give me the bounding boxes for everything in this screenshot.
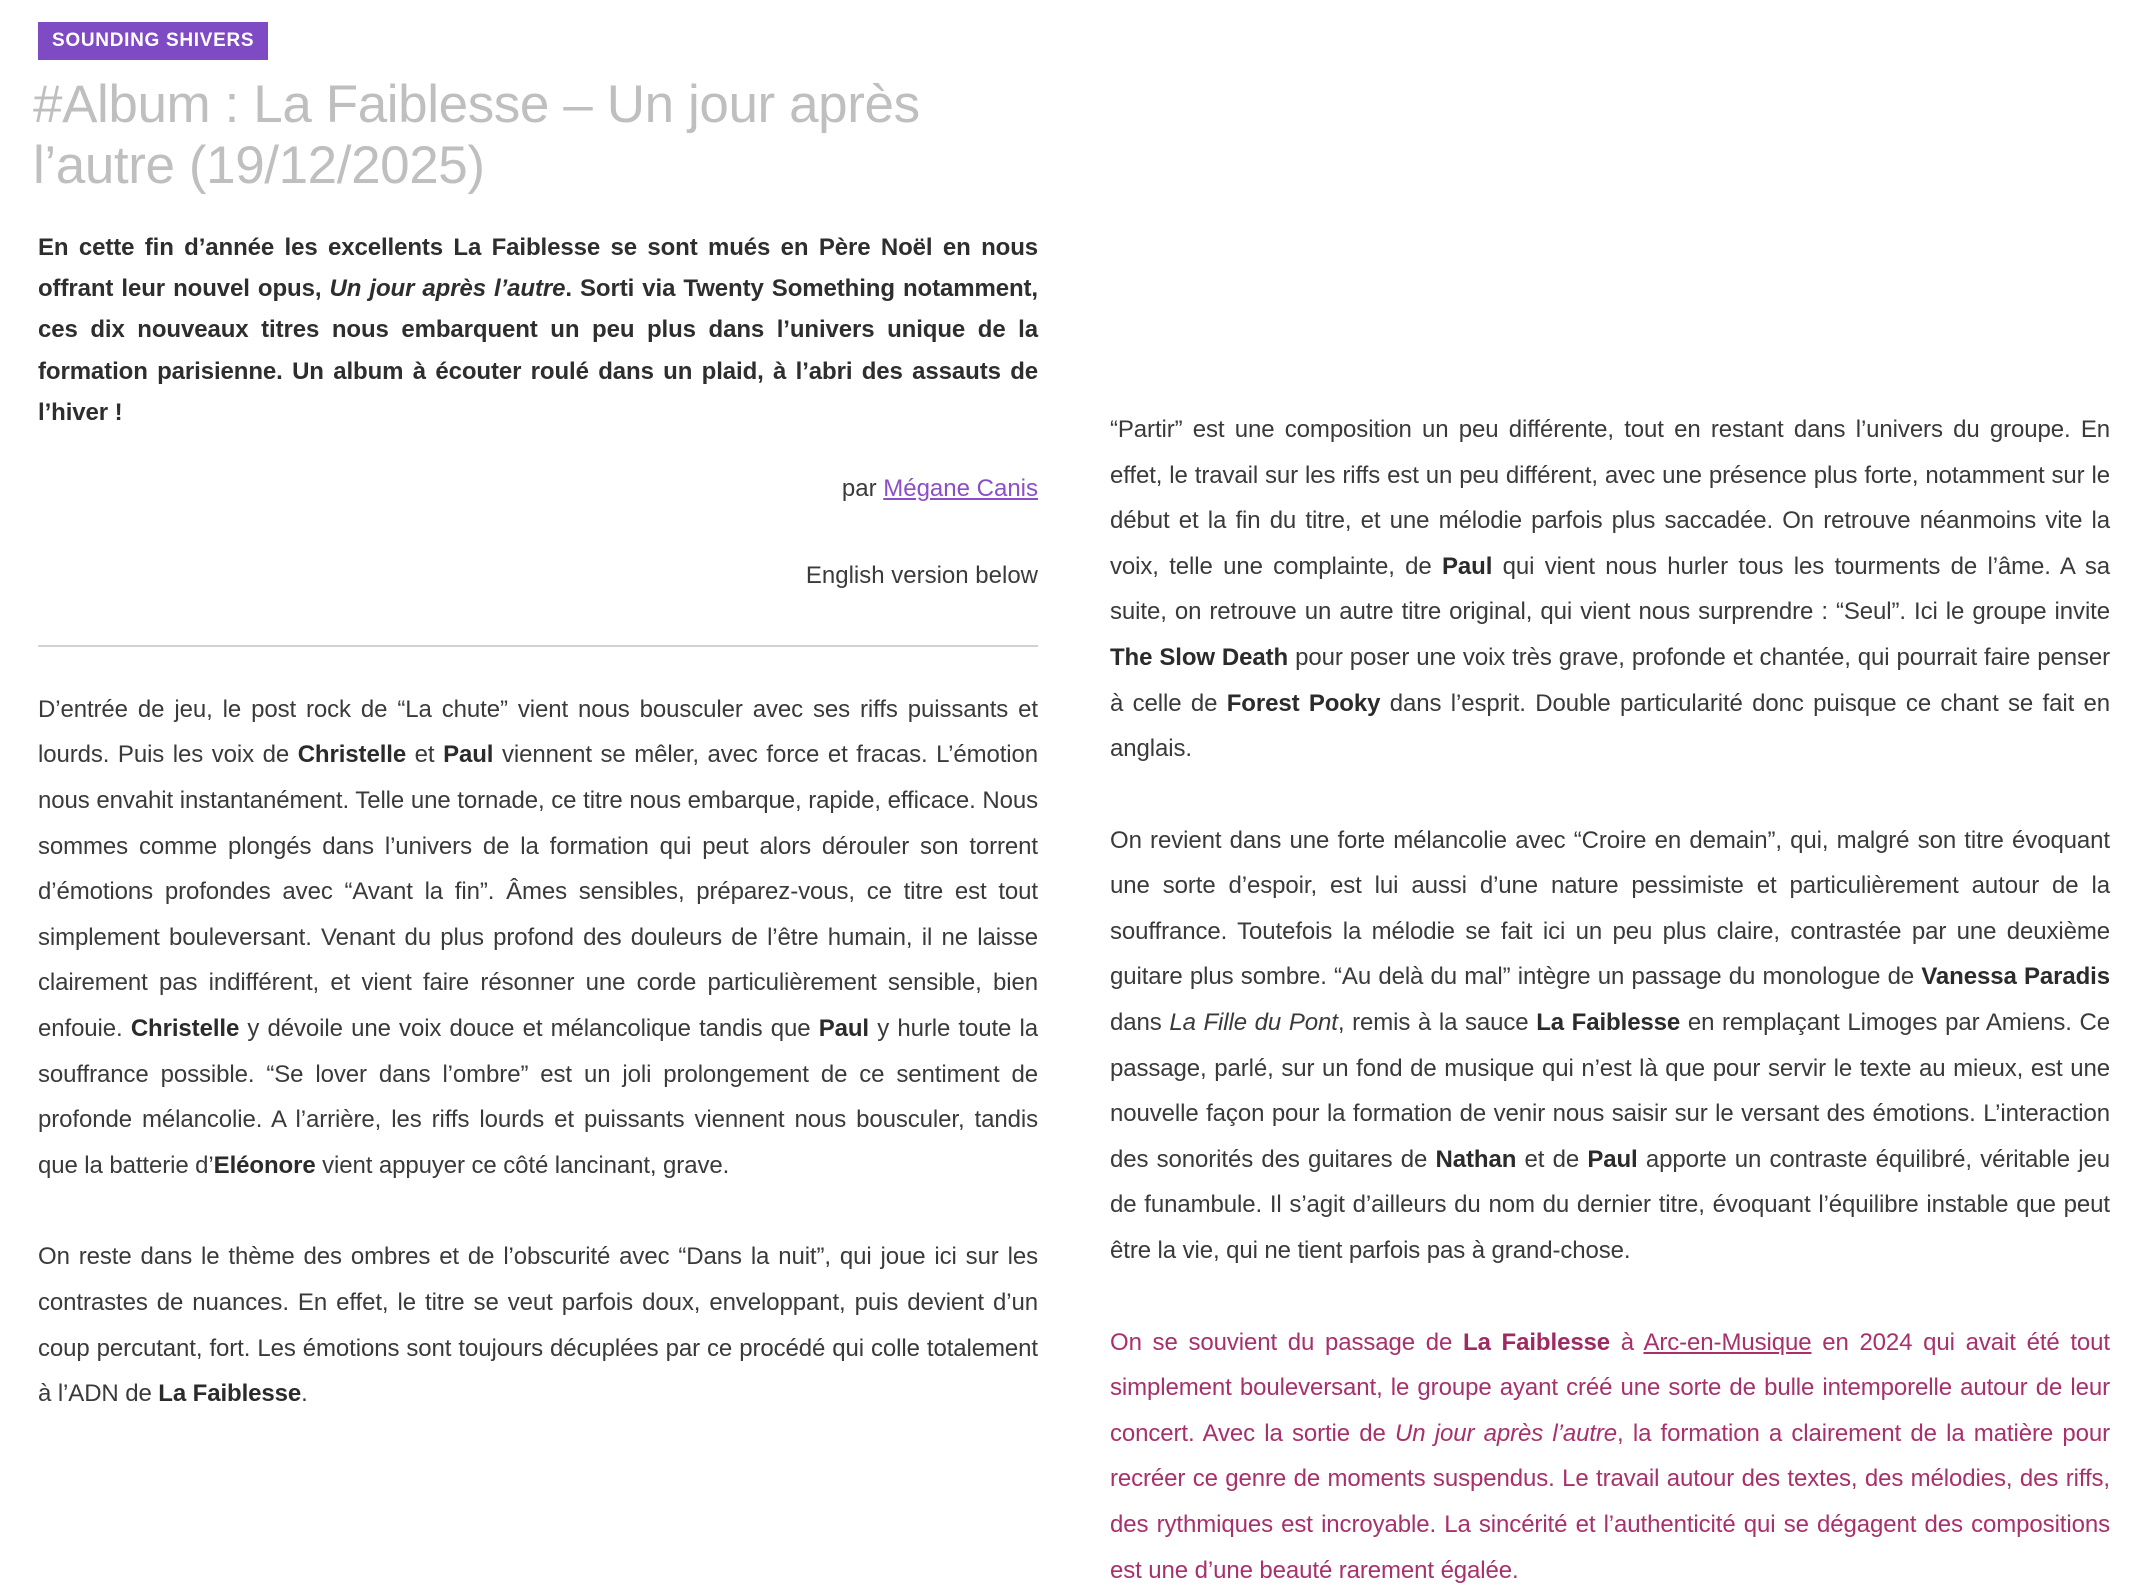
arc-en-musique-link[interactable]: Arc-en-Musique <box>1643 1328 1812 1356</box>
text-run: y dévoile une voix douce et mélancolique tandis que <box>239 1015 819 1043</box>
left-paragraph-1 <box>38 687 1038 1189</box>
text-run: , la formation a clairement de la matière pour recréer ce genre de moments suspendus. Le travail autour des textes, des mélodies, des riffs, des rythmiques est incroyable. La sincérité et l’authenticité qui se dégagent des compositions est une d’une beauté rarement égalée. <box>1110 1419 2110 1584</box>
text-run: et de <box>1516 1145 1588 1173</box>
left-column <box>38 197 1038 1593</box>
bold-name: Paul <box>1442 552 1493 580</box>
bold-name: The Slow Death <box>1110 643 1289 671</box>
lede-text-1: En cette fin d’année les excellents La Faiblesse se sont mués en Père Noël en nous offrant leur nouvel opus, <box>38 233 1038 303</box>
text-run: et <box>406 741 444 769</box>
article-header <box>0 0 1030 197</box>
text-run: y hurle toute la souffrance possible. “Se lover dans l’ombre” est un joli prolongement de ce sentiment de profonde mélancolie. A l’arrière, les riffs lourds et puissants viennent nous bousculer, tandis que la batterie d’ <box>38 1015 1038 1179</box>
bold-name: Nathan <box>1435 1145 1517 1173</box>
article-columns <box>0 197 2148 1593</box>
bold-name: Paul <box>443 741 494 769</box>
bold-name: La Faiblesse <box>1536 1009 1681 1037</box>
text-run: en remplaçant Limoges par Amiens. Ce passage, parlé, sur un fond de musique qui n’est là que pour servir le texte au mieux, est une nouvelle façon pour la formation de venir nous saisir sur le versant des émotions. L’interaction des sonorités des guitares de <box>1110 1009 2111 1173</box>
film-title-italic: La Fille du Pont <box>1169 1009 1338 1037</box>
text-run: pour poser une voix très grave, profonde et chantée, qui pourrait faire penser à celle de <box>1110 643 2110 717</box>
text-run: , remis à la sauce <box>1337 1009 1537 1037</box>
text-run: D’entrée de jeu, le post rock de “La chute” vient nous bousculer avec ses riffs puissants et lourds. Puis les voix de <box>38 695 1038 769</box>
bold-name: La Faiblesse <box>1463 1328 1611 1356</box>
byline-prefix: par <box>841 475 884 503</box>
lede-paragraph <box>38 227 1038 433</box>
author-link[interactable]: Mégane Canis <box>883 475 1038 503</box>
bold-name: Paul <box>818 1015 870 1043</box>
text-run: On se souvient du passage de <box>1110 1328 1464 1356</box>
text-run: On reste dans le thème des ombres et de l’obscurité avec “Dans la nuit”, qui joue ici sur les contrastes de nuances. En effet, le titre se veut parfois doux, enveloppant, puis devient d’un coup percutant, fort. Les émotions sont toujours décuplées par ce procédé qui colle totalement à l’ADN de <box>38 1243 1038 1408</box>
bold-name: Christelle <box>297 741 407 769</box>
right-paragraph-3-highlighted <box>1110 1320 2110 1593</box>
bold-name: Eléonore <box>213 1151 316 1179</box>
text-run: “Partir” est une composition un peu différente, tout en restant dans l’univers du groupe. En effet, le travail sur les riffs est un peu différent, avec une présence plus forte, notamment sur le début et la fin du titre, et une mélodie parfois plus saccadée. On retrouve néanmoins vite la voix, telle une complainte, de <box>1110 415 2110 580</box>
album-title-italic: Un jour après l’autre <box>329 275 566 303</box>
category-badge[interactable]: SOUNDING SHIVERS <box>38 22 268 60</box>
english-version-note: English version below <box>805 562 1038 590</box>
byline <box>38 469 1038 510</box>
text-run: en 2024 qui avait été tout simplement bouleversant, le groupe ayant créé une sorte de bulle intemporelle autour de leur concert. Avec la sortie de <box>1110 1328 2110 1447</box>
text-run: dans l’esprit. Double particularité donc puisque ce chant se fait en anglais. <box>1110 689 2110 763</box>
bold-name: La Faiblesse <box>158 1380 302 1408</box>
text-run: On revient dans une forte mélancolie avec “Croire en demain”, qui, malgré son titre évoquant une sorte d’espoir, est lui aussi d’une nature pessimiste et particulièrement autour de la souffrance. Toutefois la mélodie se fait ici un peu plus claire, contrastée par une deuxième guitare plus sombre. “Au delà du mal” intègre un passage du monologue de <box>1110 826 2110 991</box>
text-run: dans <box>1110 1009 1170 1037</box>
right-paragraph-2 <box>1110 818 2110 1274</box>
text-run: . <box>301 1380 308 1408</box>
text-run: viennent se mêler, avec force et fracas. L’émotion nous envahit instantanément. Telle une tornade, ce titre nous embarque, rapide, efficace. Nous sommes comme plongés dans l’univers de la formation qui peut alors dérouler son torrent d’émotions profondes avec “Avant la fin”. Âmes sensibles, préparez-vous, ce titre est tout simplement bouleversant. Venant du plus profond des douleurs de l’être humain, il ne laisse clairement pas indifférent, et vient faire résonner une corde particulièrement sensible, bien enfouie. <box>38 741 1038 1043</box>
text-run: vient appuyer ce côté lancinant, grave. <box>315 1151 730 1179</box>
right-paragraph-1 <box>1110 407 2110 772</box>
text-run: qui vient nous hurler tous les tourments de l’âme. A sa suite, on retrouve un autre titre original, qui vient nous surprendre : “Seul”. Ici le groupe invite <box>1110 552 2110 626</box>
bold-name: Forest Pooky <box>1226 689 1381 717</box>
lede-text-2: . Sorti via Twenty Something notamment, ces dix nouveaux titres nous embarquent un peu plus dans l’univers unique de la formation parisienne. Un album à écouter roulé dans un plaid, à l’abri des assauts de l’hiver ! <box>38 275 1038 426</box>
album-title-italic: Un jour après l’autre <box>1395 1419 1618 1447</box>
bold-name: Christelle <box>130 1015 240 1043</box>
page-title: #Album : La Faiblesse – Un jour après l’autre (19/12/2025) <box>33 75 920 196</box>
text-run: apporte un contraste équilibré, véritable jeu de funambule. Il s’agit d’ailleurs du nom du dernier titre, évoquant l’équilibre instable que peut être la vie, qui ne tient parfois pas à grand-chose. <box>1110 1145 2111 1265</box>
left-paragraph-2 <box>38 1234 1038 1416</box>
right-column <box>1110 197 2110 1593</box>
bold-name: Vanessa Paradis <box>1921 963 2110 991</box>
bold-name: Paul <box>1587 1145 1638 1173</box>
text-run: à <box>1610 1328 1644 1356</box>
